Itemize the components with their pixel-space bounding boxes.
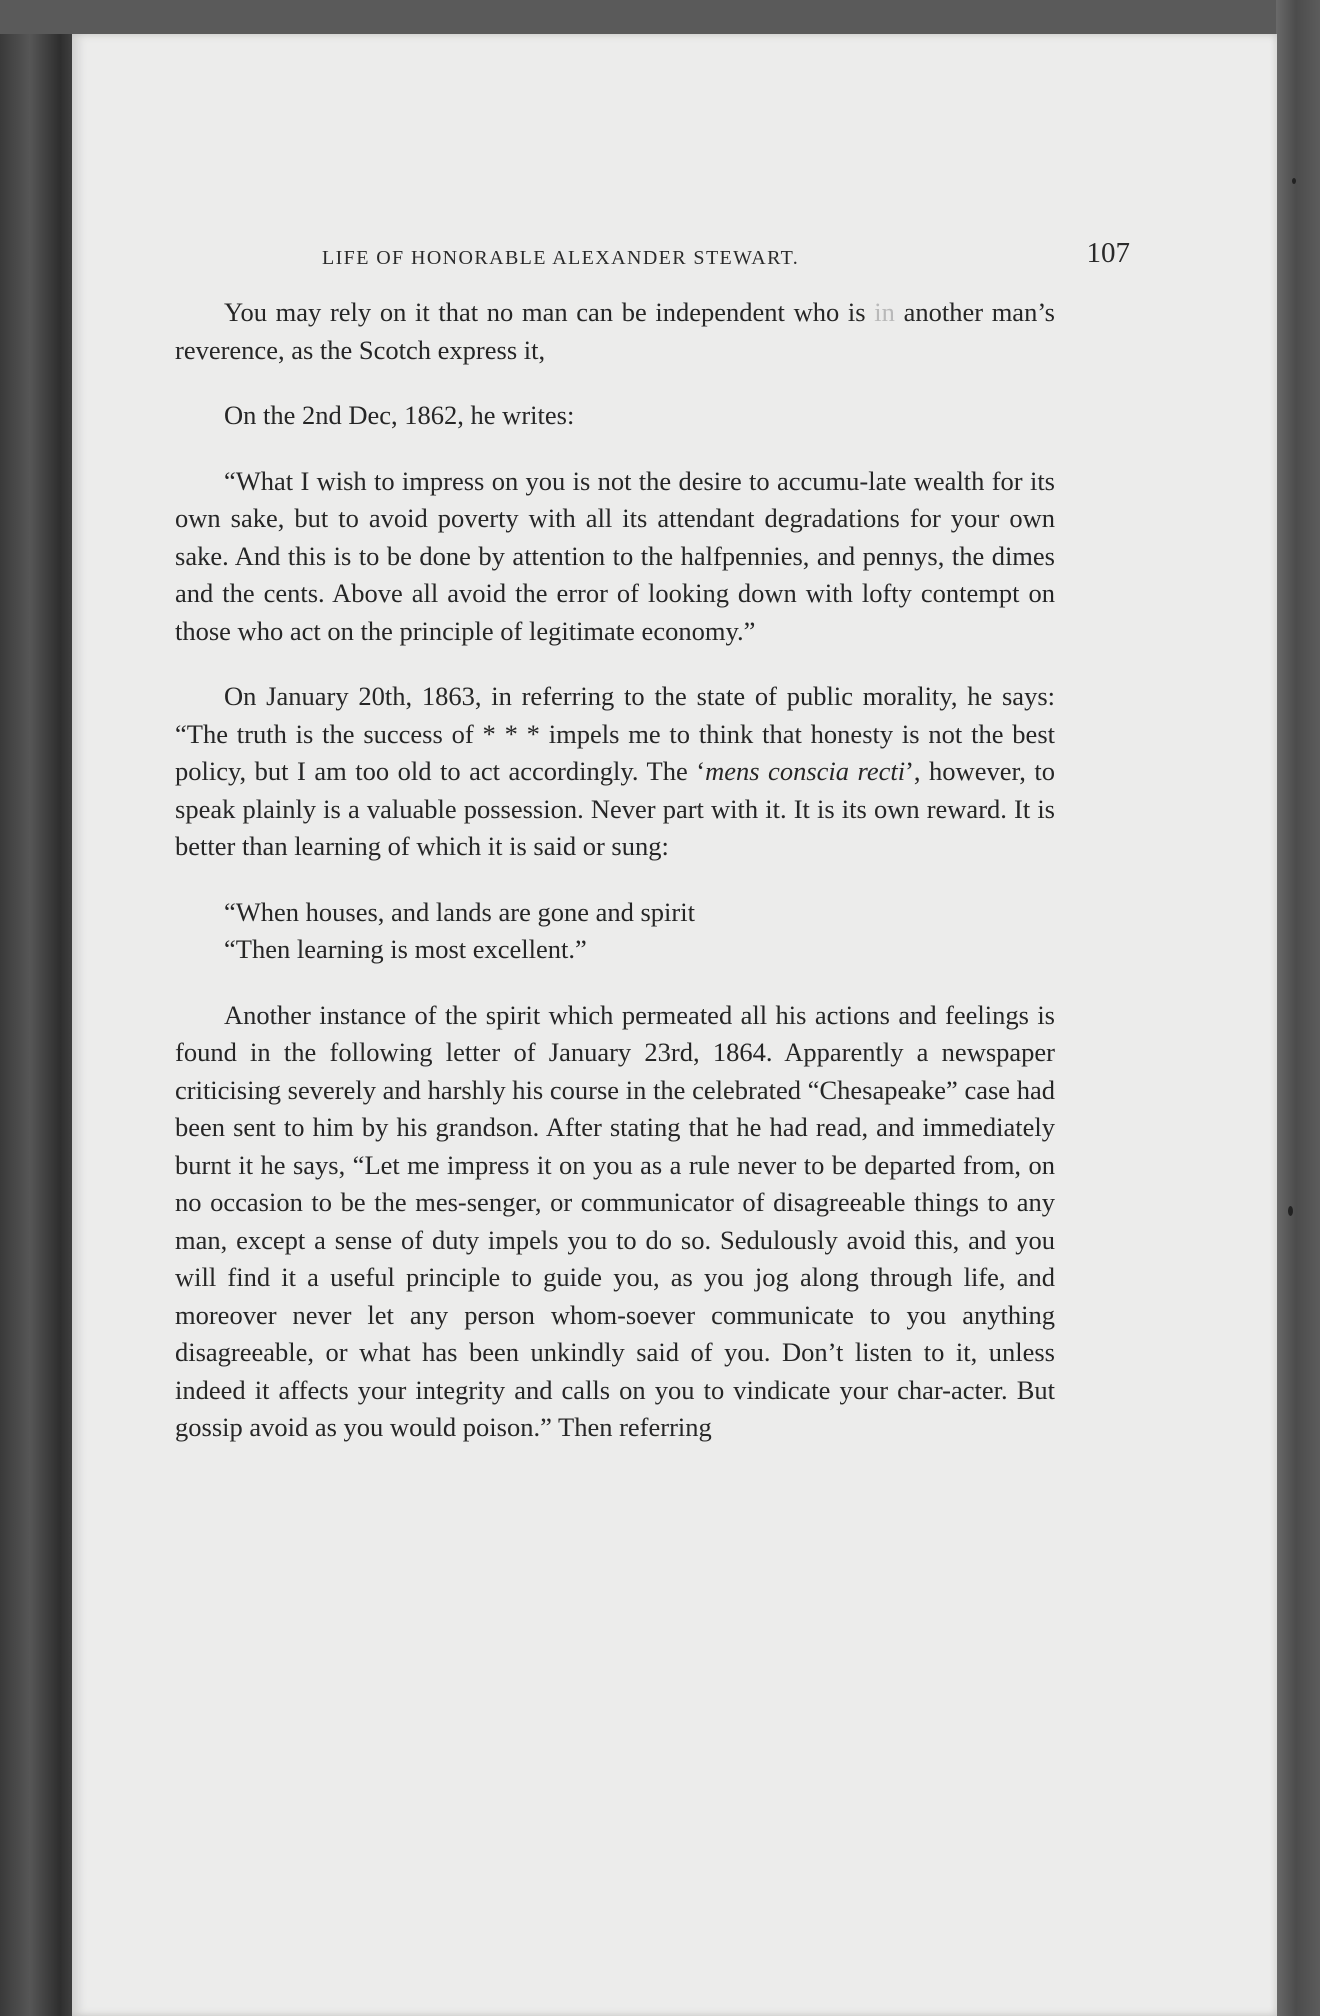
page-number: 107	[1086, 237, 1130, 269]
scan-top-edge	[0, 0, 1320, 34]
scan-speck	[1292, 178, 1296, 184]
paragraph-independence	[175, 294, 1055, 369]
paragraph-independence-text: You may rely on it that no man can be independent who is	[224, 297, 875, 327]
scan-right-edge	[1276, 0, 1320, 2016]
paragraph-chesapeake-letter: Another instance of the spirit which permeated all his actions and feelings is found in the following letter of January 23rd, 1864. Apparently a newspaper criticising severely and harshly his course in the celebrated “Chesapeake” case had been sent to him by his grandson. After stating that he had read, and immediately burnt it he says, “Let me impress it on you as a rule never to be departed from, on no occasion to be the mes-senger, or communicator of disagreeable things to any man, except a sense of duty impels you to do so. Sedulously avoid this, and you will find it a useful principle to guide you, as you jog along through life, and moreover never let any person whom-soever communicate to you anything disagreeable, or what has been unkindly said of you. Don’t listen to it, unless indeed it affects your integrity and calls on you to vindicate your char-acter. But gossip avoid as you would poison.” Then referring	[175, 999, 1055, 1442]
verse-line-2: “Then learning is most excellent.”	[224, 934, 587, 964]
paragraph-public-morality	[175, 678, 1055, 866]
body-text	[175, 294, 1055, 1475]
morality-text-after: ’, however, to speak plainly is a valuable possession. Never part with it. It is its own reward. It is better than learning of which it is said or sung:	[175, 756, 1055, 861]
paragraph-date-intro: On the 2nd Dec, 1862, he writes:	[224, 400, 575, 430]
verse-line-1: “When houses, and lands are gone and spirit	[224, 896, 695, 927]
morality-text-before: On January 20th, 1863, in referring to the state of public morality, he says: “The truth is the success of * * * impels me to think that honesty is not the best policy, but I am too old to act accordingly. The ‘	[175, 681, 1055, 786]
scan-speck	[1288, 1206, 1293, 1216]
running-title: LIFE OF HONORABLE ALEXANDER STEWART.	[322, 247, 800, 269]
paragraph-independence-continued: another man’s reverence, as the Scotch express it,	[175, 297, 1055, 365]
page-header	[322, 237, 1130, 277]
paragraph-wealth-quote: “What I wish to impress on you is not the desire to accumu-late wealth for its own sake, but to avoid poverty with all its attendant degradations for your own sake. And this is to be done by attention to the halfpennies, and pennys, the dimes and the cents. Above all avoid the error of looking down with lofty contempt on those who act on the principle of legitimate economy.”	[175, 465, 1055, 646]
book-page	[72, 34, 1277, 2016]
faded-word: in	[874, 297, 895, 327]
verse-quote	[175, 894, 1055, 969]
latin-phrase: mens conscia recti	[705, 756, 906, 786]
